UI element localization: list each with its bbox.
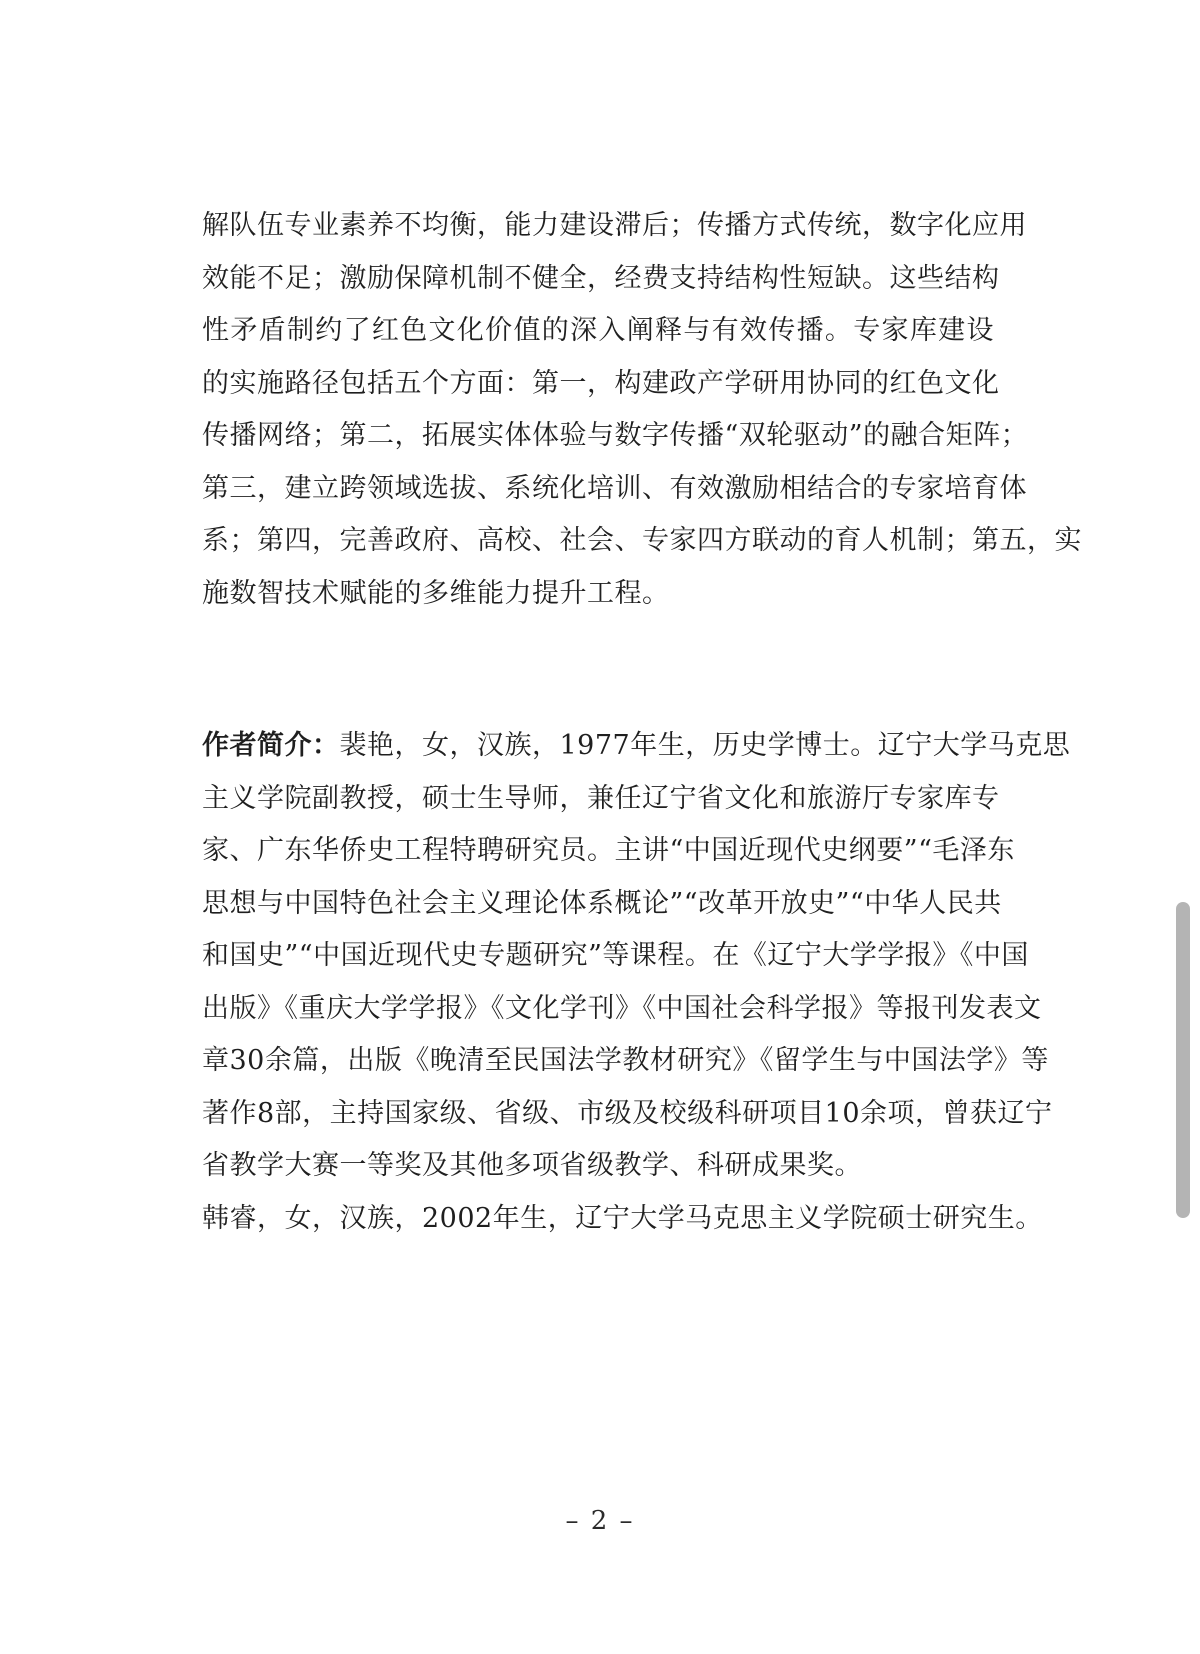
abstract-line-5: 传播网络；第二，拓展实体体验与数字传播“双轮驱动”的融合矩阵； [202, 420, 1029, 451]
abstract-paragraph [202, 200, 1082, 620]
author-bio-line-7: 章30余篇，出版《晚清至民国法学教材研究》《留学生与中国法学》等 [202, 1045, 1049, 1076]
author-bio-line-9: 省教学大赛一等奖及其他多项省级教学、科研成果奖。 [202, 1150, 862, 1181]
author-bio-paragraph [202, 720, 1071, 1245]
page-number: – 2 – [565, 1506, 635, 1536]
abstract-line-8: 施数智技术赋能的多维能力提升工程。 [202, 577, 670, 609]
abstract-line-3: 性矛盾制约了红色文化价值的深入阐释与有效传播。专家库建设 [202, 315, 994, 346]
second-author-line: 韩睿，女，汉族，2002年生，辽宁大学马克思主义学院硕士研究生。 [202, 1202, 1043, 1234]
abstract-line-7: 系；第四，完善政府、高校、社会、专家四方联动的育人机制；第五，实 [202, 525, 1082, 556]
author-bio-label: 作者简介： [202, 730, 340, 761]
author-bio-line-2: 主义学院副教授，硕士生导师，兼任辽宁省文化和旅游厅专家库专 [202, 782, 1000, 814]
author-bio-line-3: 家、广东华侨史工程特聘研究员。主讲“中国近现代史纲要”“毛泽东 [202, 835, 1015, 866]
author-bio-line-5: 和国史”“中国近现代史专题研究”等课程。在《辽宁大学学报》《中国 [202, 940, 1029, 971]
author-bio-line-1-text: 裴艳，女，汉族，1977年生，历史学博士。辽宁大学马克思 [339, 730, 1071, 761]
abstract-line-1: 解队伍专业素养不均衡，能力建设滞后；传播方式传统，数字化应用 [202, 210, 1027, 241]
abstract-line-6: 第三，建立跨领域选拔、系统化培训、有效激励相结合的专家培育体 [202, 472, 1027, 504]
author-bio-line-4: 思想与中国特色社会主义理论体系概论”“改革开放史”“中华人民共 [202, 887, 1002, 919]
author-bio-line-8: 著作8部，主持国家级、省级、市级及校级科研项目10余项，曾获辽宁 [202, 1097, 1053, 1129]
scrollbar-thumb[interactable] [1176, 902, 1190, 1218]
abstract-line-4: 的实施路径包括五个方面：第一，构建政产学研用协同的红色文化 [202, 367, 1000, 399]
author-bio-line-1 [202, 720, 1071, 773]
abstract-line-2: 效能不足；激励保障机制不健全，经费支持结构性短缺。这些结构 [202, 262, 1000, 294]
author-bio-line-6: 出版》《重庆大学学报》《文化学刊》《中国社会科学报》等报刊发表文 [202, 992, 1042, 1024]
